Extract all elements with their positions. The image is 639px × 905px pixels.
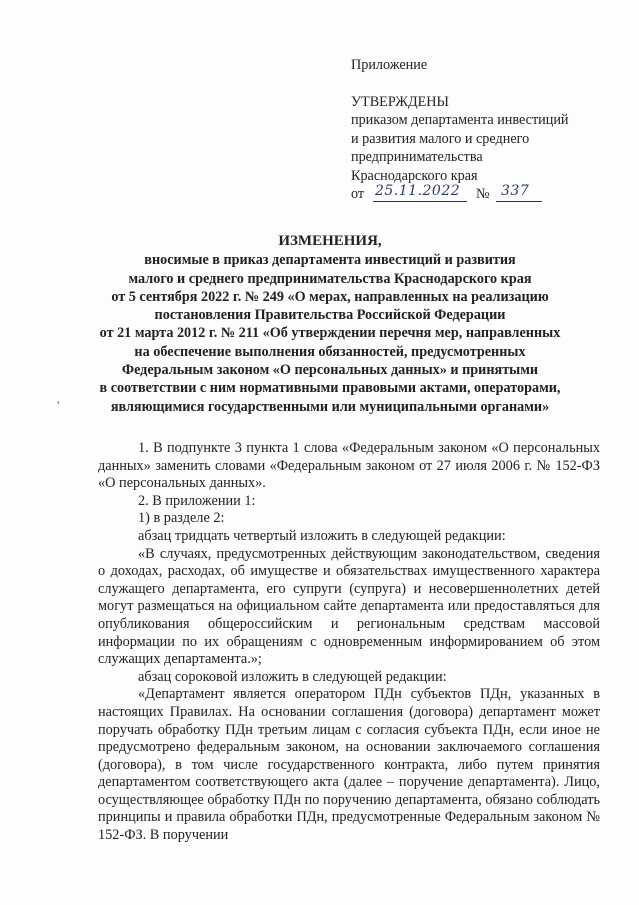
document-body [98, 440, 600, 845]
quoted-paragraph-2: «Департамент является оператором ПДн субъектов ПДн, указанных в настоящих Правилах. На основании соглашения (договора) департамент может поручать обработку ПДн третьим лицам с согласия субъекта ПДн, если иное не предусмотрено федеральным законом, на основании заключаемого соглашения (договора), в том числе государственного контракта, либо путем принятия департаментом соответствующего акта (далее – поручение департамента). Лицо, осуществляющее обработку ПДн по поручению департамента, обязано соблюдать принципы и правила обработки ПДн, предусмотренные Федеральным законом № 152-ФЗ. В поручении [98, 686, 600, 844]
paragraph-1: 1. В подпункте 3 пункта 1 слова «Федеральным законом «О персональных данных» заменить словами «Федеральным законом от 27 июля 2006 г. № 152-ФЗ «О персональных данных». [98, 440, 600, 492]
handwritten-date: 25.11.2022 [375, 183, 461, 199]
order-line: предпринимательства [351, 149, 483, 165]
title-line: являющимися государственными или муниципальными органами» [110, 398, 550, 415]
handwritten-number: 337 [501, 183, 530, 199]
paragraph-6: абзац сороковой изложить в следующей редакции: [138, 668, 447, 685]
document-title [60, 232, 600, 416]
title-line: от 21 марта 2012 г. № 211 «Об утверждении перечня мер, направленных [99, 325, 561, 342]
number-label: № [476, 186, 490, 202]
date-underline [373, 201, 467, 202]
margin-mark: ‚ [52, 393, 62, 407]
approval-header [351, 56, 621, 205]
order-line: приказом департамента инвестиций [351, 112, 569, 128]
paragraph-4: абзац тридцать четвертый изложить в следующей редакции: [138, 527, 506, 544]
title-line: постановления Правительства Российской Федерации [154, 307, 506, 324]
title-line: в соответствии с ним нормативными правовыми актами, операторами, [99, 380, 561, 397]
quoted-paragraph-1: «В случаях, предусмотренных действующим законодательством, сведения о доходах, расходах, об имуществе и обязательствах имущественного характера служащего департамента, его супруги (супруга) и несовершеннолетних детей могут размещаться на официальном сайте департамента или предоставляться для опубликования общероссийским и региональным средствам массовой информации по их обращениям с одновременным информированием об этом служащих департамента.»; [98, 545, 600, 668]
order-line: и развития малого и среднего [351, 130, 530, 147]
approved-label: УТВЕРЖДЕНЫ [351, 93, 449, 110]
paragraph-2: 2. В приложении 1: [138, 492, 256, 509]
from-label: от [351, 186, 365, 202]
title-heading: ИЗМЕНЕНИЯ, [278, 233, 382, 249]
title-line: Федеральным законом «О персональных данных» и принятыми [121, 362, 539, 379]
number-underline [496, 201, 542, 202]
paragraph-3: 1) в разделе 2: [138, 510, 225, 527]
appendix-label: Приложение [351, 57, 428, 73]
title-line: от 5 сентября 2022 г. № 249 «О мерах, направленных на реализацию [111, 288, 549, 305]
order-line: Краснодарского края [351, 167, 478, 184]
title-line: на обеспечение выполнения обязанностей, предусмотренных [134, 343, 526, 360]
title-line: малого и среднего предпринимательства Краснодарского края [128, 270, 532, 287]
title-line: вносимые в приказ департамента инвестиций и развития [144, 252, 516, 269]
date-number-row [351, 185, 621, 205]
